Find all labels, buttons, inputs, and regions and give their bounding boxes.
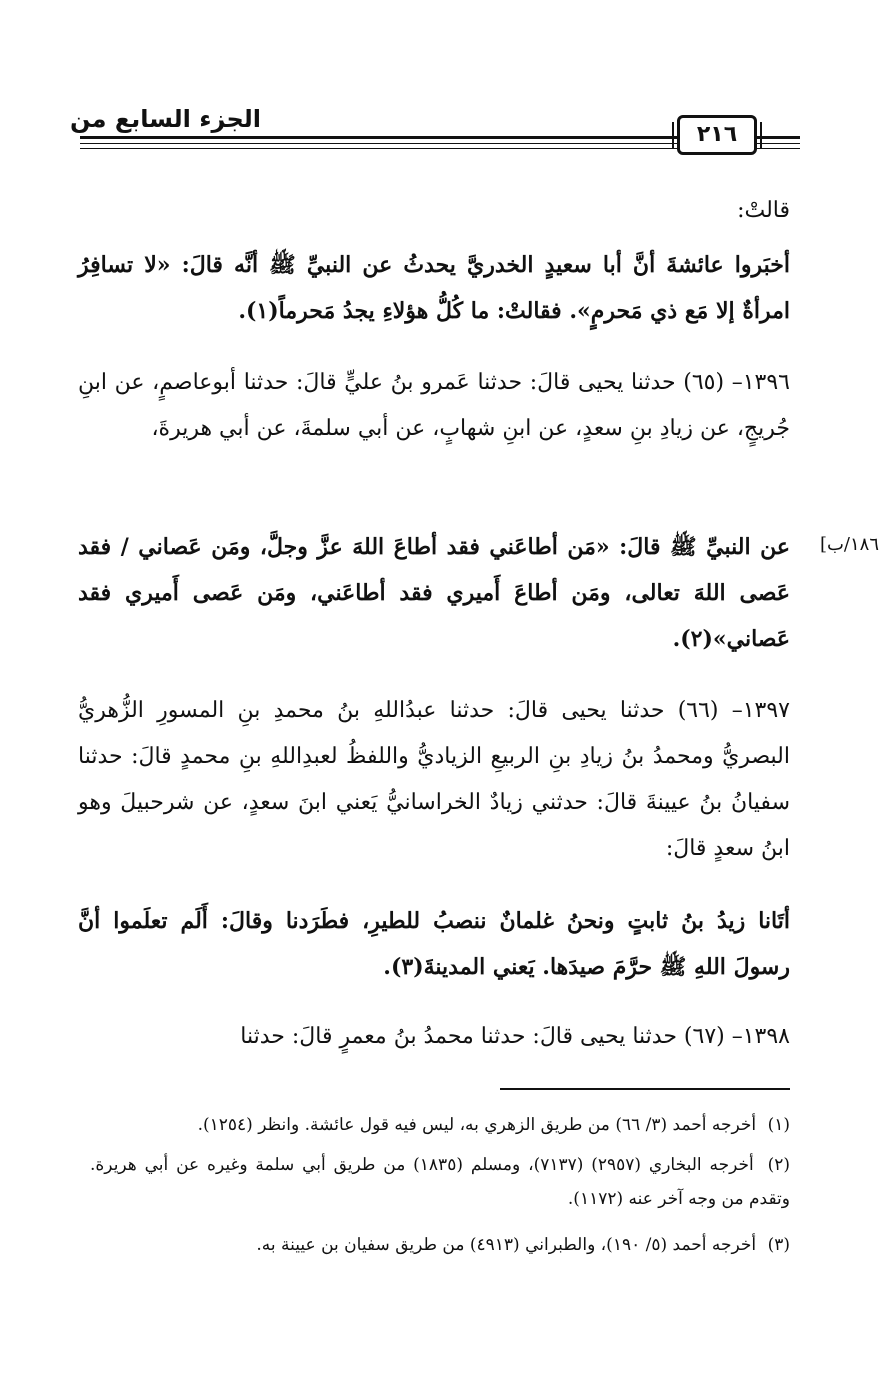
paragraph-qalat: قالتْ:	[737, 198, 790, 223]
footnote-1	[90, 1108, 790, 1142]
hadith-text-3: أتَانا زيدُ بنُ ثابتٍ ونحنُ غلمانٌ ننصبُ للطيرِ، فطَرَدنا وقالَ: أَلَم تعلَموا أنَّ رسولَ اللهِ ﷺ حرَّمَ صيدَها. يَعني المدينةَ(٣).	[78, 908, 790, 980]
footnote-number: (٣)	[767, 1235, 790, 1255]
isnad-1397: ١٣٩٧– (٦٦) حدثنا يحيى قالَ: حدثنا عبدُاللهِ بنُ محمدِ بنِ المسورِ الزُّهريُّ البصريُّ ومحمدُ بنُ زيادِ بنِ الربيعِ الزياديُّ واللفظُ لعبدِاللهِ بنِ محمدٍ قالَ: حدثنا سفيانُ بنُ عيينةَ قالَ: حدثني زيادٌ الخراسانيُّ يَعني ابنَ سعدٍ، عن شرحبيلَ وهو ابنُ سعدٍ قالَ:	[78, 698, 790, 861]
isnad-1396: ١٣٩٦– (٦٥) حدثنا يحيى قالَ: حدثنا عَمرو بنُ عليٍّ قالَ: حدثنا أبوعاصمٍ، عن ابنِ جُريجٍ، عن زيادِ بنِ سعدٍ، عن ابنِ شهابٍ، عن أبي سلمةَ، عن أبي هريرةَ،	[78, 370, 790, 441]
footnote-separator	[500, 1088, 790, 1090]
running-header-title: الجزء السابع من	[70, 105, 261, 133]
footnote-text: أخرجه أحمد (٥/ ١٩٠)، والطبراني (٤٩١٣) من طريق سفيان بن عيينة به.	[256, 1235, 757, 1255]
isnad-1398: ١٣٩٨– (٦٧) حدثنا يحيى قالَ: حدثنا محمدُ بنُ معمرٍ قالَ: حدثنا	[240, 1024, 790, 1049]
footnote-2	[90, 1148, 790, 1216]
footnote-text: أخرجه البخاري (٢٩٥٧) (٧١٣٧)، ومسلم (١٨٣٥) من طريق أبي سلمة وغيره عن أبي هريرة. وتقدم من وجه آخر عنه (١١٧٢).	[90, 1155, 790, 1209]
hadith-text-1: أخبَروا عائشةَ أنَّ أبا سعيدٍ الخدريَّ يحدثُ عن النبيِّ ﷺ أنَّه قالَ: «لا تسافِرُ امرأةٌ إلا مَع ذي مَحرمٍ». فقالتْ: ما كُلُّ هؤلاءِ يجدُ مَحرماً(١).	[78, 252, 790, 324]
hadith-text-2: عن النبيِّ ﷺ قالَ: «مَن أطاعَني فقد أطاعَ اللهَ عزَّ وجلَّ، ومَن عَصاني / فقد عَصى اللهَ تعالى، ومَن أطاعَ أَميري فقد أطاعَني، ومَن عَصى أَميري فقد عَصاني»(٢).	[78, 534, 790, 652]
page-number: ٢١٦	[677, 115, 757, 155]
manuscript-folio-note: ١٨٦/ب]	[819, 534, 879, 555]
footnote-number: (٢)	[767, 1155, 790, 1175]
footnote-number: (١)	[767, 1115, 790, 1135]
footnote-3	[90, 1228, 790, 1262]
footnote-text: أخرجه أحمد (٣/ ٦٦) من طريق الزهري به، ليس فيه قول عائشة. وانظر (١٢٥٤).	[197, 1115, 757, 1135]
